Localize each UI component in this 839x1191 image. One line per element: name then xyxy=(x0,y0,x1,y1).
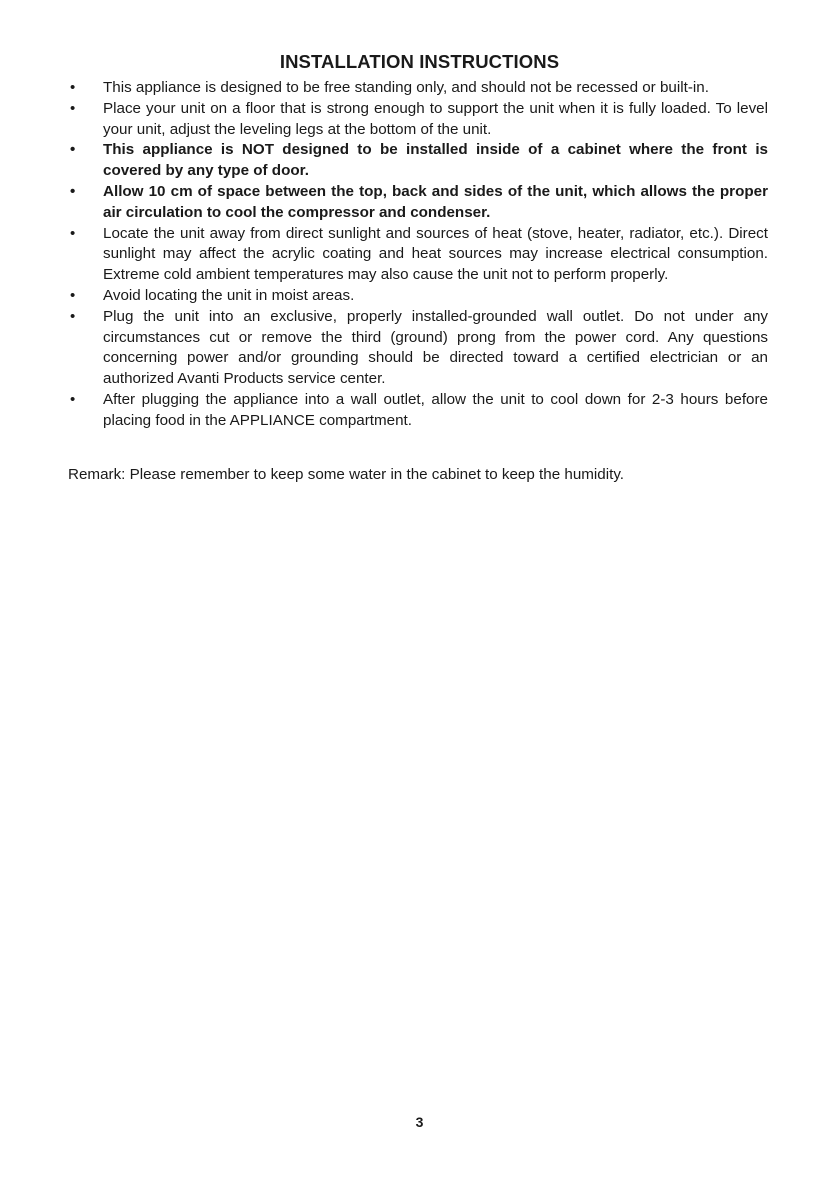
list-item xyxy=(68,224,768,286)
list-item-text: This appliance is designed to be free standing only, and should not be recessed or built-in. xyxy=(103,79,709,96)
list-item xyxy=(68,307,768,390)
list-item-text: Locate the unit away from direct sunlight and sources of heat (stove, heater, radiator, etc.). Direct sunlight may affect the acrylic coating and heat sources may increase electrical consumption. Extreme cold ambient temperatures may also cause the unit not to perform properly. xyxy=(103,224,768,284)
bullet-icon: • xyxy=(70,286,76,304)
list-item xyxy=(68,140,768,182)
list-item-text: Allow 10 cm of space between the top, back and sides of the unit, which allows the proper air circulation to cool the compressor and condenser. xyxy=(103,182,768,221)
list-item-text: This appliance is NOT designed to be installed inside of a cabinet where the front is covered by any type of door. xyxy=(103,141,768,180)
bullet-icon: • xyxy=(70,182,76,200)
bullet-icon: • xyxy=(70,390,76,408)
list-item xyxy=(68,182,768,224)
bullet-icon: • xyxy=(70,99,76,117)
list-item xyxy=(68,286,768,307)
list-item xyxy=(68,390,768,432)
list-item-text: After plugging the appliance into a wall outlet, allow the unit to cool down for 2-3 hours before placing food in the APPLIANCE compartment. xyxy=(103,390,768,429)
bullet-icon: • xyxy=(70,224,76,242)
remark-text: Remark: Please remember to keep some water in the cabinet to keep the humidity. xyxy=(68,466,625,483)
page-number: 3 xyxy=(415,1114,424,1130)
bullet-icon: • xyxy=(70,307,76,325)
list-item xyxy=(68,78,768,99)
list-item-text: Place your unit on a floor that is strong enough to support the unit when it is fully loaded. To level your unit, adjust the leveling legs at the bottom of the unit. xyxy=(103,99,768,138)
bullet-icon: • xyxy=(70,79,76,96)
page-title: INSTALLATION INSTRUCTIONS xyxy=(279,51,560,72)
bullet-icon: • xyxy=(70,141,76,159)
list-item xyxy=(68,99,768,141)
list-item-text: Plug the unit into an exclusive, properly installed-grounded wall outlet. Do not under any circumstances cut or remove the third (ground) prong from the power cord. Any questions concerning power and/or grounding should be directed toward a certified electrician or an authorized Avanti Products service center. xyxy=(103,307,768,388)
list-item-text: Avoid locating the unit in moist areas. xyxy=(103,286,355,304)
instruction-list xyxy=(68,78,768,432)
